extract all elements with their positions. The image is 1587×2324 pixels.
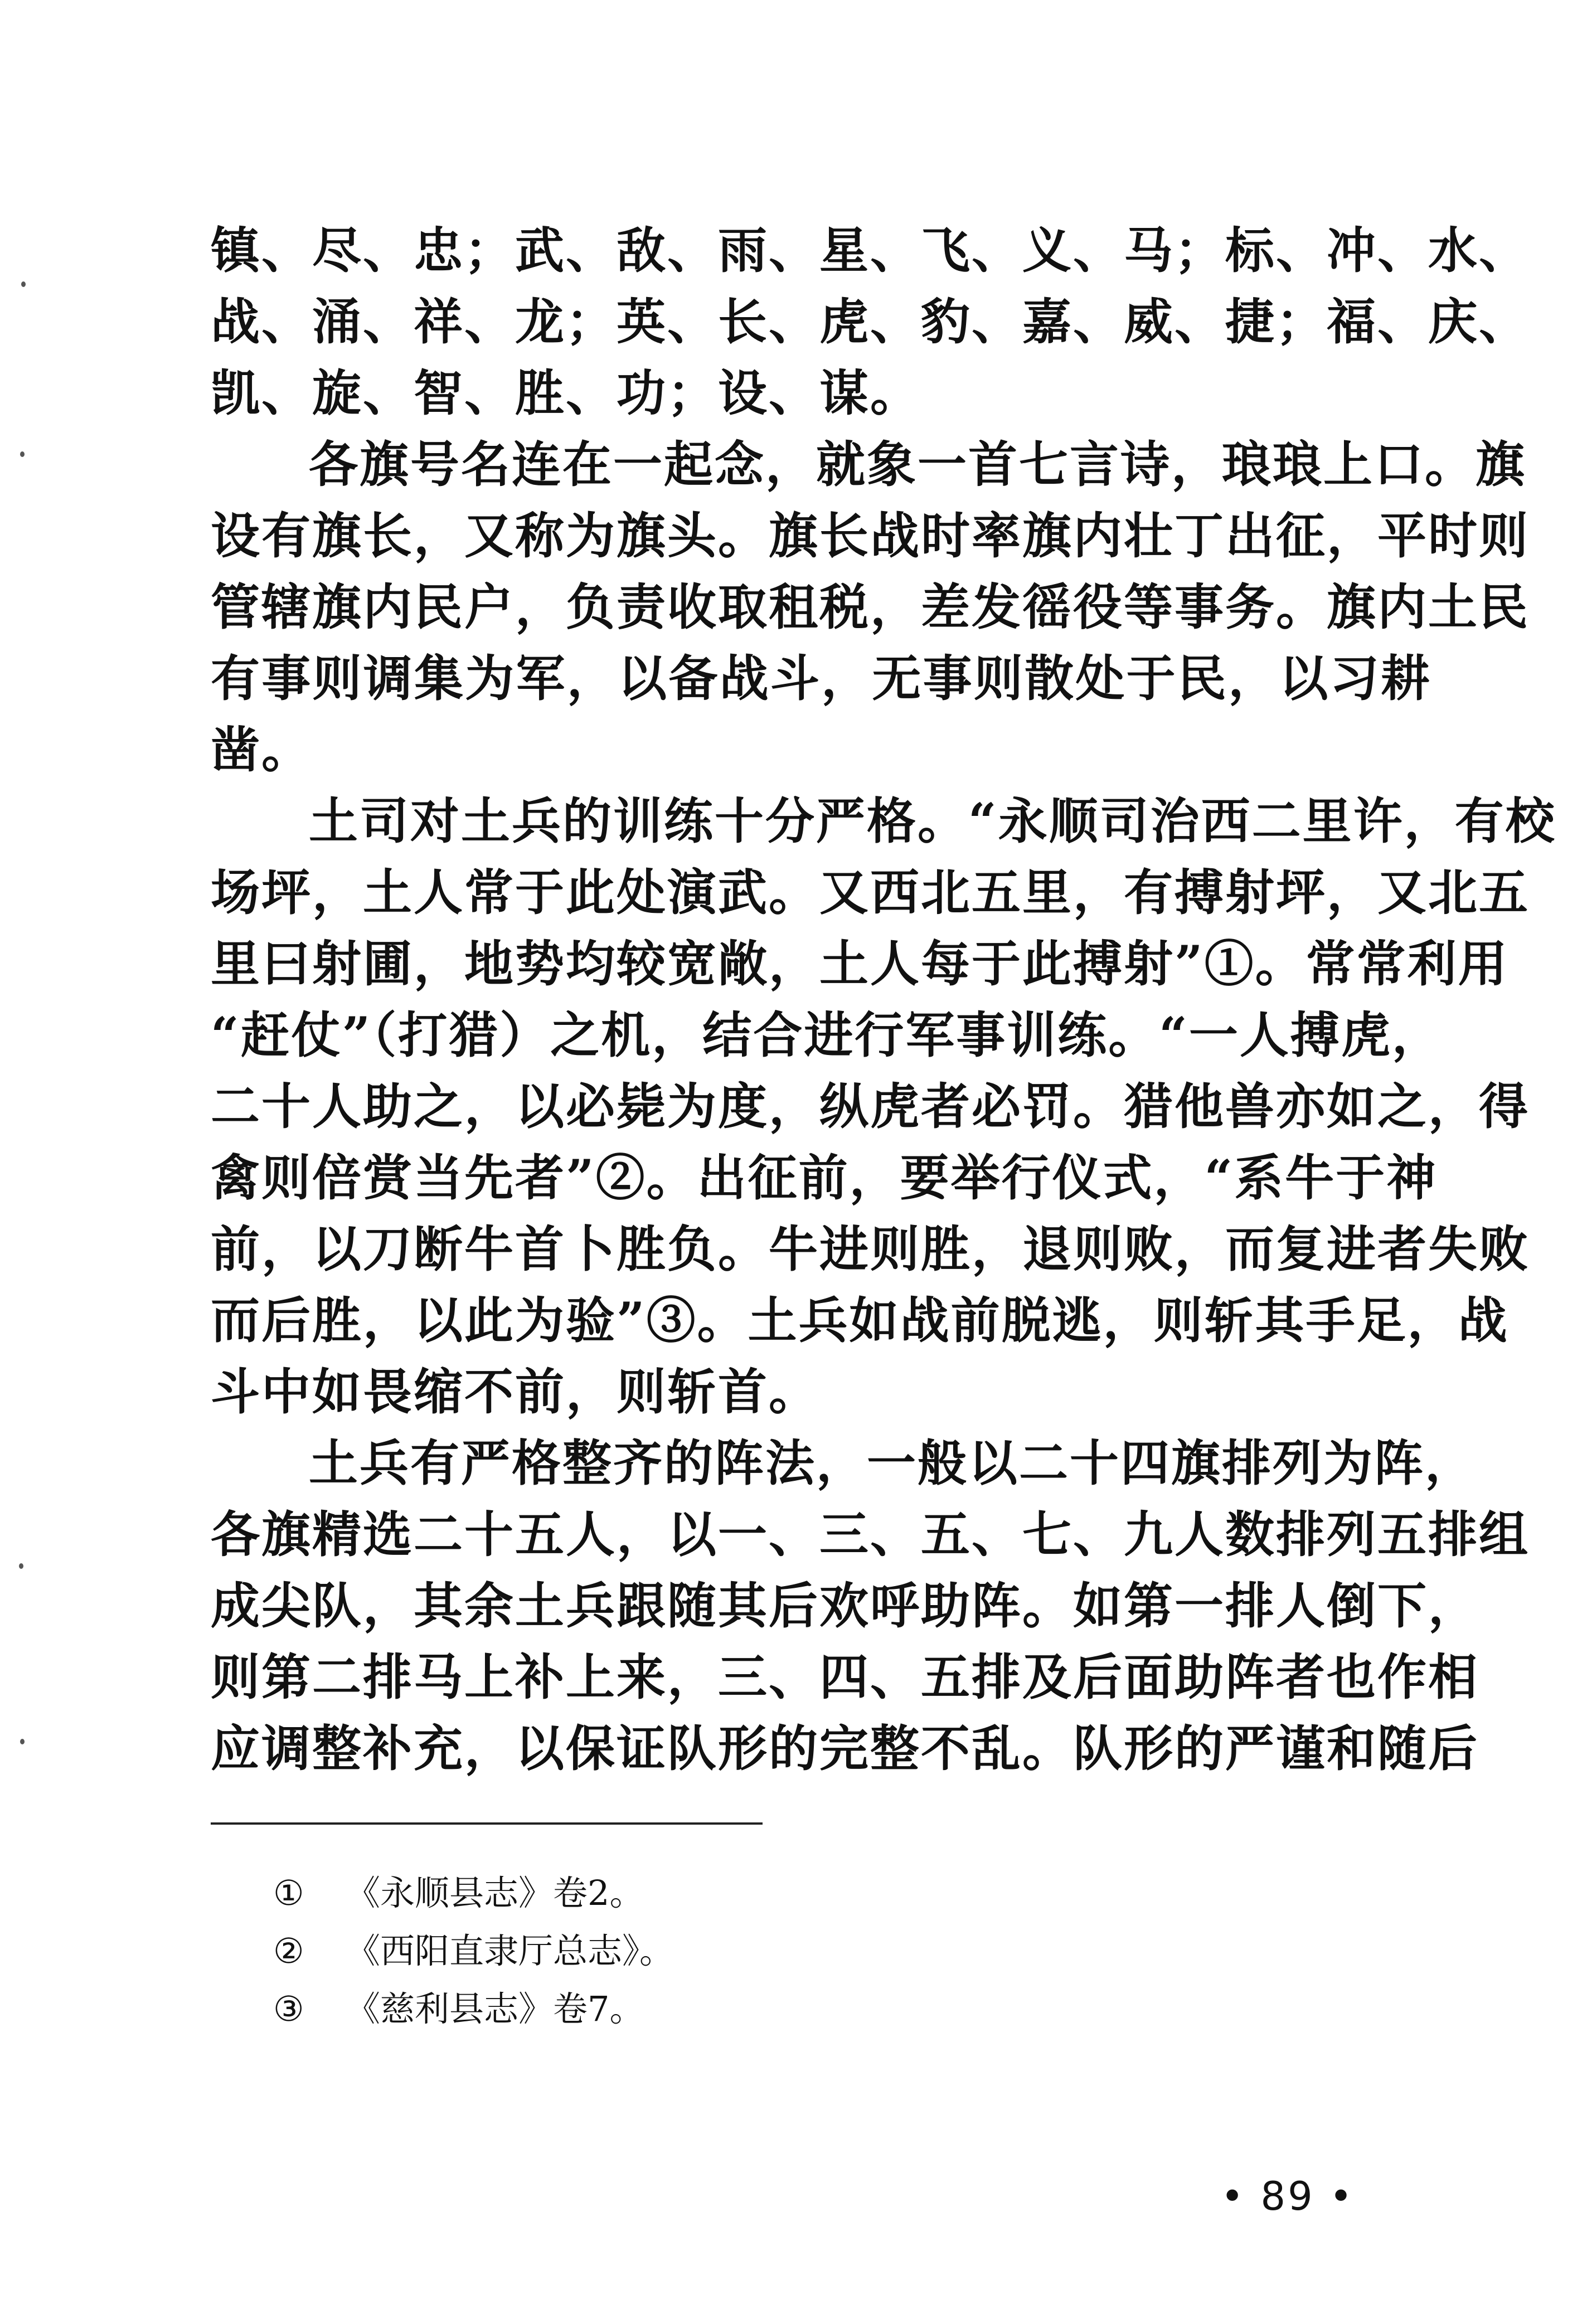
footnote-item bbox=[273, 1922, 674, 1980]
footnote-marker: ① bbox=[273, 1873, 304, 1913]
body-line: 前，以刀断牛首卜胜负。牛进则胜，退则败，而复进者失败 bbox=[211, 1220, 1530, 1278]
body-line: “赶仗”（打猎）之机，结合进行军事训练。“一人搏虎， bbox=[211, 1006, 1443, 1064]
body-line: 镇、尽、忠；武、敌、雨、星、飞、义、马；标、冲、水、 bbox=[211, 221, 1530, 279]
scan-speck bbox=[21, 281, 26, 287]
body-line: 场坪，土人常于此处演武。又西北五里，有搏射坪，又北五 bbox=[211, 863, 1530, 921]
footnote-marker: ③ bbox=[273, 1988, 304, 2029]
footnote-text: 《永顺县志》卷2。 bbox=[346, 1873, 644, 1913]
page-number: • 89 • bbox=[1221, 2174, 1355, 2219]
footnote-item bbox=[273, 1980, 674, 2038]
scan-speck bbox=[20, 451, 25, 457]
footnote-marker: ② bbox=[273, 1931, 304, 1971]
footnote-divider bbox=[211, 1822, 763, 1825]
body-line: 凿。 bbox=[211, 721, 313, 779]
body-line: 管辖旗内民户，负责收取租税，差发徭役等事务。旗内土民 bbox=[211, 578, 1530, 636]
body-line: 战、涌、祥、龙；英、长、虎、豹、嘉、威、捷；福、庆、 bbox=[211, 293, 1530, 351]
body-line: 禽则倍赏当先者”②。出征前，要举行仪式，“系牛于神 bbox=[211, 1149, 1438, 1207]
body-line: 斗中如畏缩不前，则斩首。 bbox=[211, 1363, 820, 1421]
body-line: 里曰射圃，地势均较宽敞，土人每于此搏射”①。常常利用 bbox=[211, 935, 1509, 993]
scan-speck bbox=[19, 1563, 23, 1569]
body-line: 设有旗长，又称为旗头。旗长战时率旗内壮丁出征，平时则 bbox=[211, 507, 1530, 565]
scan-speck bbox=[20, 1739, 25, 1744]
body-line: 成尖队，其余土兵跟随其后欢呼助阵。如第一排人倒下， bbox=[211, 1577, 1479, 1635]
body-text bbox=[211, 215, 1556, 1784]
footnotes bbox=[273, 1864, 674, 2038]
body-line: 凯、旋、智、胜、功；设、谋。 bbox=[211, 364, 921, 422]
body-line: 各旗号名连在一起念，就象一首七言诗，琅琅上口。旗 bbox=[309, 435, 1527, 493]
body-line: 各旗精选二十五人，以一、三、五、七、九人数排列五排组 bbox=[211, 1505, 1530, 1563]
footnote-text: 《西阳直隶厅总志》。 bbox=[346, 1931, 674, 1971]
footnote-item bbox=[273, 1864, 674, 1922]
body-line: 而后胜，以此为验”③。土兵如战前脱逃，则斩其手足，战 bbox=[211, 1291, 1509, 1349]
body-line: 则第二排马上补上来，三、四、五排及后面助阵者也作相 bbox=[211, 1648, 1479, 1706]
body-line: 土兵有严格整齐的阵法，一般以二十四旗排列为阵， bbox=[309, 1434, 1476, 1492]
body-line: 二十人助之，以必毙为度，纵虎者必罚。猎他兽亦如之，得 bbox=[211, 1077, 1530, 1135]
footnote-text: 《慈利县志》卷7。 bbox=[346, 1988, 644, 2029]
body-line: 应调整补充，以保证队形的完整不乱。队形的严谨和随后 bbox=[211, 1719, 1479, 1777]
body-line: 土司对土兵的训练十分严格。“永顺司治西二里许，有校 bbox=[309, 792, 1556, 850]
body-line: 有事则调集为军，以备战斗，无事则散处于民，以习耕 bbox=[211, 649, 1431, 707]
